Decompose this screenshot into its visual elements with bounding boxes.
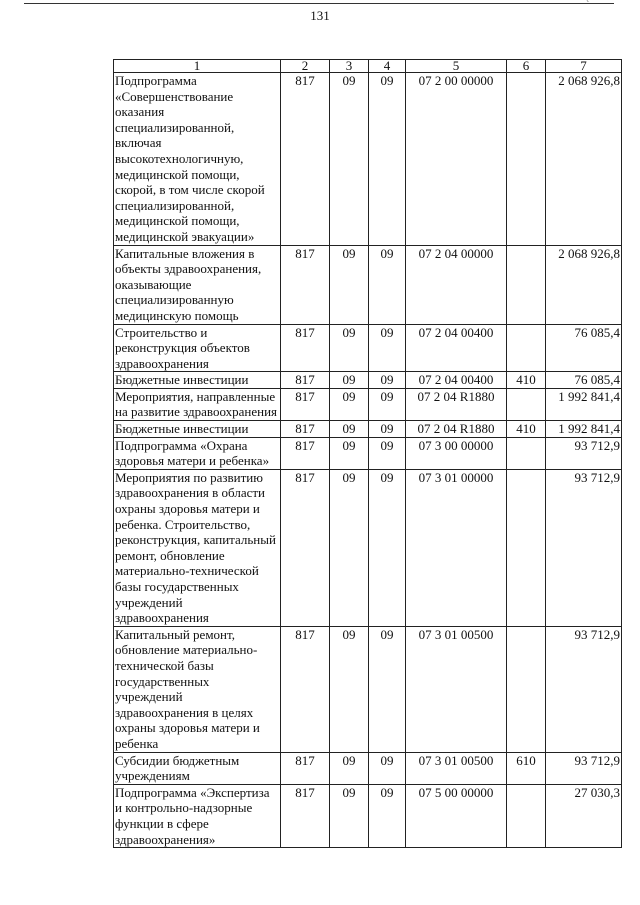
cell-section: 09	[330, 784, 369, 847]
cell-target-article: 07 2 04 00400	[406, 324, 507, 372]
cell-expense-type	[507, 245, 546, 324]
description-line: Мероприятия, направленные	[115, 388, 276, 404]
description-line: Подпрограмма «Экспертиза	[115, 784, 270, 800]
description-line: медицинской помощи,	[115, 213, 240, 229]
cell-expense-type	[507, 437, 546, 469]
cell-subsection: 09	[369, 626, 406, 752]
description-line: специализированную	[115, 292, 234, 308]
table-row	[114, 388, 622, 420]
description-line: базы государственных	[115, 579, 239, 594]
cell-target-article: 07 3 01 00500	[406, 752, 507, 784]
table-row	[114, 437, 622, 469]
table-row	[114, 752, 622, 784]
cell-section: 09	[330, 752, 369, 784]
description-line: медицинскую помощь	[115, 307, 239, 323]
description-line: объекты здравоохранения,	[115, 261, 262, 277]
cell-target-article: 07 3 00 00000	[406, 437, 507, 469]
cell-section: 09	[330, 626, 369, 752]
cell-subsection: 09	[369, 324, 406, 372]
table-row	[114, 784, 622, 847]
cell-description	[114, 752, 281, 784]
description-line: здравоохранения в целях	[115, 704, 254, 720]
description-line: здравоохранения»	[115, 831, 216, 847]
description-line: Капитальный ремонт,	[115, 626, 235, 642]
cell-expense-type	[507, 469, 546, 626]
cell-admin-code: 817	[281, 752, 330, 784]
cell-admin-code: 817	[281, 626, 330, 752]
cell-description	[114, 73, 281, 246]
description-line: Капитальные вложения в	[115, 245, 255, 261]
cell-target-article: 07 2 04 00000	[406, 245, 507, 324]
cell-section: 09	[330, 388, 369, 420]
cell-subsection: 09	[369, 388, 406, 420]
cell-amount: 27 030,3	[546, 784, 622, 847]
cell-subsection: 09	[369, 752, 406, 784]
description-line: материально-технической	[115, 563, 259, 579]
cell-description	[114, 626, 281, 752]
table-row	[114, 73, 622, 246]
cell-description	[114, 469, 281, 626]
cell-amount: 93 712,9	[546, 469, 622, 626]
cell-expense-type	[507, 626, 546, 752]
cell-expense-type	[507, 73, 546, 246]
description-line: реконструкция объектов	[115, 340, 250, 356]
description-line: Субсидии бюджетным	[115, 752, 240, 768]
description-line: учреждениям	[115, 768, 190, 784]
cell-expense-type	[507, 388, 546, 420]
cell-amount: 76 085,4	[546, 324, 622, 372]
description-line: Мероприятия по развитию	[115, 469, 263, 485]
cell-description	[114, 324, 281, 372]
cell-amount: 76 085,4	[546, 372, 622, 389]
description-line: высокотехнологичную,	[115, 150, 244, 166]
cell-admin-code: 817	[281, 469, 330, 626]
description-line: технической базы	[115, 657, 214, 673]
cell-section: 09	[330, 245, 369, 324]
cell-admin-code: 817	[281, 372, 330, 389]
cell-admin-code: 817	[281, 437, 330, 469]
cell-description	[114, 372, 281, 389]
header-col-2: 2	[281, 60, 330, 73]
description-line: «Совершенствование	[115, 88, 234, 104]
header-col-5: 5	[406, 60, 507, 73]
cell-section: 09	[330, 469, 369, 626]
description-line: Бюджетные инвестиции	[115, 372, 249, 388]
description-line: Подпрограмма	[115, 73, 197, 88]
cell-expense-type	[507, 784, 546, 847]
description-line: Бюджетные инвестиции	[115, 421, 249, 437]
header-row	[114, 60, 622, 73]
table-row	[114, 372, 622, 389]
description-line: включая	[115, 135, 162, 151]
cell-subsection: 09	[369, 245, 406, 324]
description-line: Подпрограмма «Охрана	[115, 437, 248, 453]
table-row	[114, 626, 622, 752]
cell-admin-code: 817	[281, 421, 330, 438]
cell-admin-code: 817	[281, 784, 330, 847]
description-line: Строительство и	[115, 324, 208, 340]
cell-section: 09	[330, 372, 369, 389]
description-line: ребенка. Строительство,	[115, 516, 251, 532]
cell-admin-code: 817	[281, 73, 330, 246]
cell-subsection: 09	[369, 372, 406, 389]
cell-admin-code: 817	[281, 245, 330, 324]
cell-description	[114, 388, 281, 420]
cell-amount: 2 068 926,8	[546, 245, 622, 324]
cell-target-article: 07 2 00 00000	[406, 73, 507, 246]
description-line: оказывающие	[115, 276, 192, 292]
cell-amount: 1 992 841,4	[546, 388, 622, 420]
description-line: охраны здоровья матери и	[115, 720, 260, 736]
description-line: медицинской помощи,	[115, 166, 240, 182]
cell-amount: 2 068 926,8	[546, 73, 622, 246]
cell-admin-code: 817	[281, 388, 330, 420]
header-col-7: 7	[546, 60, 622, 73]
cell-expense-type: 410	[507, 421, 546, 438]
description-line: ремонт, обновление	[115, 547, 225, 563]
description-line: охраны здоровья матери и	[115, 501, 260, 517]
cell-target-article: 07 2 04 R1880	[406, 388, 507, 420]
description-line: обновление материально-	[115, 642, 258, 658]
description-line: функции в сфере	[115, 815, 209, 831]
cell-description	[114, 784, 281, 847]
page-number: 131	[310, 8, 330, 23]
cell-subsection: 09	[369, 73, 406, 246]
cell-expense-type: 410	[507, 372, 546, 389]
cell-section: 09	[330, 421, 369, 438]
description-line: и контрольно-надзорные	[115, 800, 253, 816]
cell-amount: 1 992 841,4	[546, 421, 622, 438]
cell-target-article: 07 3 01 00000	[406, 469, 507, 626]
budget-table	[113, 59, 622, 848]
header-col-1: 1	[114, 60, 281, 73]
table-row	[114, 245, 622, 324]
description-line: ребенка	[115, 735, 159, 751]
cell-description	[114, 245, 281, 324]
header-col-4: 4	[369, 60, 406, 73]
cell-expense-type: 610	[507, 752, 546, 784]
cell-amount: 93 712,9	[546, 626, 622, 752]
table-row	[114, 324, 622, 372]
cell-target-article: 07 2 04 00400	[406, 372, 507, 389]
description-line: учреждений	[115, 594, 183, 610]
cell-subsection: 09	[369, 437, 406, 469]
cell-admin-code: 817	[281, 324, 330, 372]
cell-subsection: 09	[369, 421, 406, 438]
cell-target-article: 07 2 04 R1880	[406, 421, 507, 438]
table-row	[114, 421, 622, 438]
description-line: медицинской эвакуации»	[115, 228, 255, 244]
description-line: оказания	[115, 104, 165, 120]
cell-description	[114, 437, 281, 469]
cell-description	[114, 421, 281, 438]
cell-subsection: 09	[369, 784, 406, 847]
description-line: здравоохранения	[115, 355, 209, 371]
cell-target-article: 07 5 00 00000	[406, 784, 507, 847]
description-line: специализированной,	[115, 197, 235, 213]
cell-amount: 93 712,9	[546, 752, 622, 784]
header-col-6: 6	[507, 60, 546, 73]
description-line: на развитие здравоохранения	[115, 404, 278, 420]
cell-section: 09	[330, 437, 369, 469]
cell-target-article: 07 3 01 00500	[406, 626, 507, 752]
table-row	[114, 469, 622, 626]
cell-amount: 93 712,9	[546, 437, 622, 469]
top-mark: ˋ	[586, 0, 590, 11]
description-line: здравоохранения	[115, 610, 209, 626]
description-line: скорой, в том числе скорой	[115, 182, 265, 198]
description-line: государственных	[115, 673, 210, 689]
cell-expense-type	[507, 324, 546, 372]
description-line: учреждений	[115, 689, 183, 705]
header-col-3: 3	[330, 60, 369, 73]
description-line: специализированной,	[115, 119, 235, 135]
cell-subsection: 09	[369, 469, 406, 626]
description-line: здоровья матери и ребенка»	[115, 453, 270, 469]
description-line: здравоохранения в области	[115, 485, 265, 501]
cell-section: 09	[330, 73, 369, 246]
top-rule	[24, 3, 614, 4]
cell-section: 09	[330, 324, 369, 372]
description-line: реконструкция, капитальный	[115, 532, 276, 548]
